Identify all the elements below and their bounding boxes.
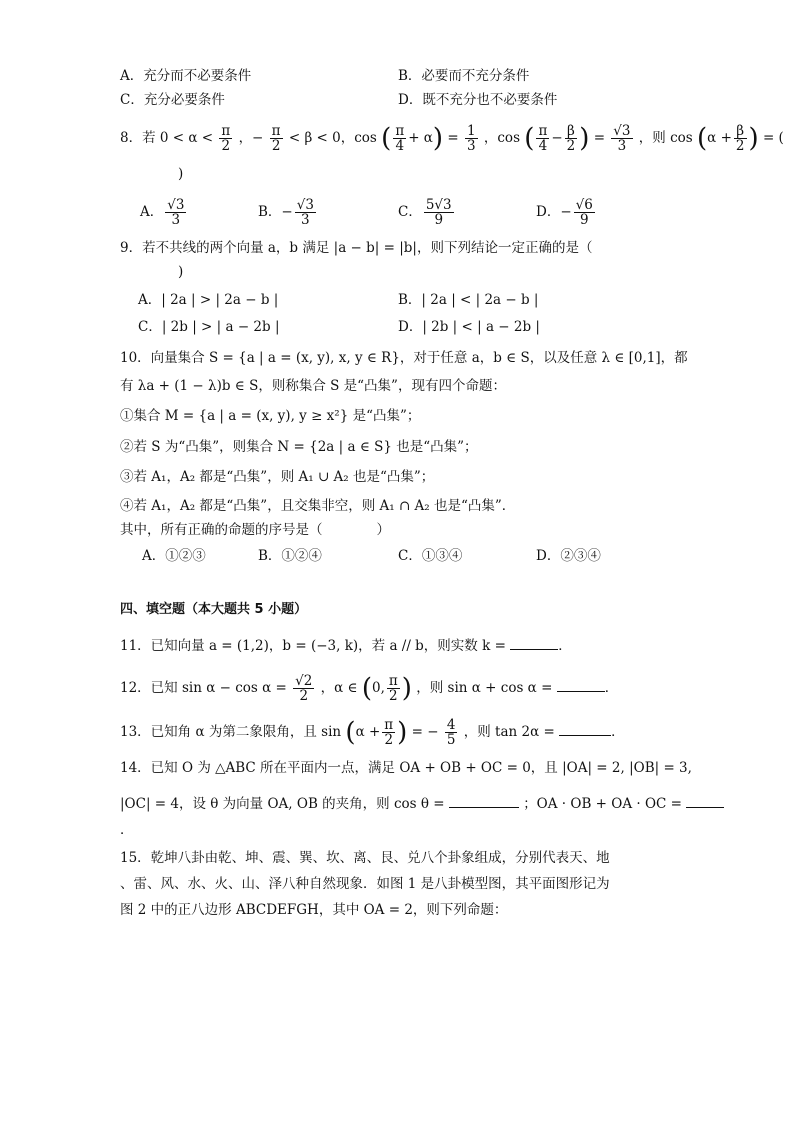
q14-line3: ．	[120, 822, 134, 838]
q8-cond1: 0 < α <	[159, 130, 214, 146]
q8-option-d: D．− $\frac{√6}{9}$	[536, 197, 593, 228]
q9-option-c: C．| 2b | > | a − 2b |	[138, 319, 280, 335]
q8-cond3: < β < 0，cos	[288, 130, 377, 146]
q8-frac-beta-2b: $\frac{\beta}{2}$	[735, 123, 745, 154]
q8-option-a: A． $\frac{√3}{3}$	[140, 197, 185, 228]
q8-frac-pi-2a: $\frac{\pi}{2}$	[221, 123, 231, 154]
q8-then: ，则 cos	[638, 130, 693, 146]
q9-close-paren: )	[178, 264, 184, 280]
q8-frac-1-3: $\frac{1}{3}$	[466, 123, 476, 154]
q8-tail: = (	[762, 130, 784, 146]
q8-stem: 8．若 0 < α < $\frac{\pi}{2}$ ，− $\frac{\pi}{2}$ < β < 0，cos ( $\frac{\pi}{4}$ + α) = $\frac{1}{3}$ ，cos ( $\frac{\pi}{4}$ − $\frac{\beta}{2}$ ) = $\frac{√3}{3}$ ，则 cos (α + $\frac{\beta}{2}$ ) = (	[120, 123, 784, 154]
q14-answer-blank-2[interactable]	[686, 795, 724, 808]
q15-line1: 15．乾坤八卦由乾、坤、震、巽、坎、离、艮、兑八个卦象组成，分别代表天、地	[120, 850, 610, 866]
q10-item3: ③若 A₁，A₂ 都是“凸集”，则 A₁ ∪ A₂ 也是“凸集”；	[120, 469, 435, 485]
q8-frac-beta-2: $\frac{\beta}{2}$	[566, 123, 576, 154]
q13-frac-pi-2: $\frac{\pi}{2}$	[384, 717, 394, 748]
q14-line1: 14．已知 O 为 △ABC 所在平面内一点，满足 OA + OB + OC = 0，且 |OA| = 2, |OB| = 3,	[120, 760, 692, 776]
q12-mid: ，α ∈	[320, 680, 358, 696]
q10-option-d: D．②③④	[536, 548, 601, 564]
q12-frac: $\frac{√2}{2}$	[295, 673, 313, 704]
q13-frac-4-5: $\frac{4}{5}$	[446, 717, 456, 748]
q8-close-paren: )	[178, 166, 184, 182]
q11-answer-blank[interactable]	[510, 637, 558, 650]
q8-cos2: ，cos	[483, 130, 520, 146]
q10-option-b: B．①②④	[258, 548, 322, 564]
q13-post: ，则 tan 2α =	[463, 724, 555, 740]
q14-line2	[120, 794, 724, 814]
q8-alpha-plus: α +	[707, 130, 732, 146]
q7-option-d: D．既不充分也不必要条件	[398, 92, 558, 108]
q9-stem: 9．若不共线的两个向量 a，b 满足 |a − b| = |b|，则下列结论一定正确的是（	[120, 240, 593, 256]
q11-stem: 11．已知向量 a = (1,2)，b = (−3, k)，若 a // b，则实数 k = ．	[120, 638, 572, 654]
q10-question: 其中，所有正确的命题的序号是（ ）	[120, 522, 390, 538]
q8-cond2: ，−	[238, 130, 264, 146]
q8-option-c: C． $\frac{5√3}{9}$	[398, 197, 452, 228]
q13-answer-blank[interactable]	[559, 723, 611, 736]
q12-answer-blank[interactable]	[557, 679, 605, 692]
q9-option-d: D．| 2b | < | a − 2b |	[398, 319, 540, 335]
q10-option-c: C．①③④	[398, 548, 463, 564]
q12-pre: 12．已知 sin α − cos α =	[120, 680, 287, 696]
q11-text: 11．已知向量 a = (1,2)，b = (−3, k)，若 a // b，则实数 k =	[120, 638, 506, 654]
q10-option-a: A．①②③	[142, 548, 206, 564]
q8-option-b: B．− $\frac{√3}{3}$	[258, 197, 314, 228]
q10-line1: 10．向量集合 S = {a | a = (x, y), x, y ∈ R}，对于任意 a，b ∈ S，以及任意 λ ∈ [0,1]，都	[120, 350, 688, 366]
q7-option-a: A．充分而不必要条件	[120, 68, 252, 84]
q8-plus-alpha: + α	[408, 130, 433, 146]
q14-line2-b: ；OA · OB + OA · OC =	[523, 796, 682, 812]
q10-item2: ②若 S 为“凸集”，则集合 N = {2a | a ∈ S} 也是“凸集”；	[120, 439, 478, 455]
section-title-fill-in: 四、填空题（本大题共 5 小题）	[120, 602, 308, 617]
q15-line2: 、雷、风、水、火、山、泽八种自然现象．如图 1 是八卦模型图，其平面图形记为	[120, 876, 610, 892]
q13-stem: 13．已知角 α 为第二象限角，且 sin (α + $\frac{\pi}{2}$ ) = − $\frac{4}{5}$ ，则 tan 2α = ．	[120, 717, 625, 748]
q7-option-b: B．必要而不充分条件	[398, 68, 530, 84]
q8-number: 8．若	[120, 130, 156, 146]
q14-line2-a: |OC| = 4，设 θ 为向量 OA, OB 的夹角，则 cos θ =	[120, 796, 445, 812]
q8-frac-pi-4a: $\frac{\pi}{4}$	[395, 123, 405, 154]
q12-frac-pi-2: $\frac{\pi}{2}$	[388, 673, 398, 704]
q9-option-a: A．| 2a | > | 2a − b |	[138, 292, 279, 308]
q14-answer-blank-1[interactable]	[449, 795, 519, 808]
q9-option-b: B．| 2a | < | 2a − b |	[398, 292, 539, 308]
q12-stem: 12．已知 sin α − cos α = $\frac{√2}{2}$ ，α ∈ (0, $\frac{\pi}{2}$ ) ，则 sin α + cos α = ．	[120, 673, 619, 704]
q12-post: ，则 sin α + cos α =	[416, 680, 553, 696]
q7-option-c: C．充分必要条件	[120, 92, 225, 108]
q8-frac-pi-4b: $\frac{\pi}{4}$	[538, 123, 548, 154]
q10-item1: ①集合 M = {a | a = (x, y), y ≥ x²} 是“凸集”；	[120, 408, 421, 424]
q8-eq: =	[447, 130, 459, 146]
q10-item4: ④若 A₁，A₂ 都是“凸集”，且交集非空，则 A₁ ∩ A₂ 也是“凸集”．	[120, 498, 516, 514]
q13-pre: 13．已知角 α 为第二象限角，且 sin	[120, 724, 342, 740]
q8-frac-pi-2b: $\frac{\pi}{2}$	[271, 123, 281, 154]
q15-line3: 图 2 中的正八边形 ABCDEFGH，其中 OA = 2，则下列命题：	[120, 902, 508, 918]
q10-line2: 有 λa + (1 − λ)b ∈ S，则称集合 S 是“凸集”，现有四个命题：	[120, 378, 506, 394]
q8-frac-sqrt3-3: $\frac{√3}{3}$	[613, 123, 631, 154]
